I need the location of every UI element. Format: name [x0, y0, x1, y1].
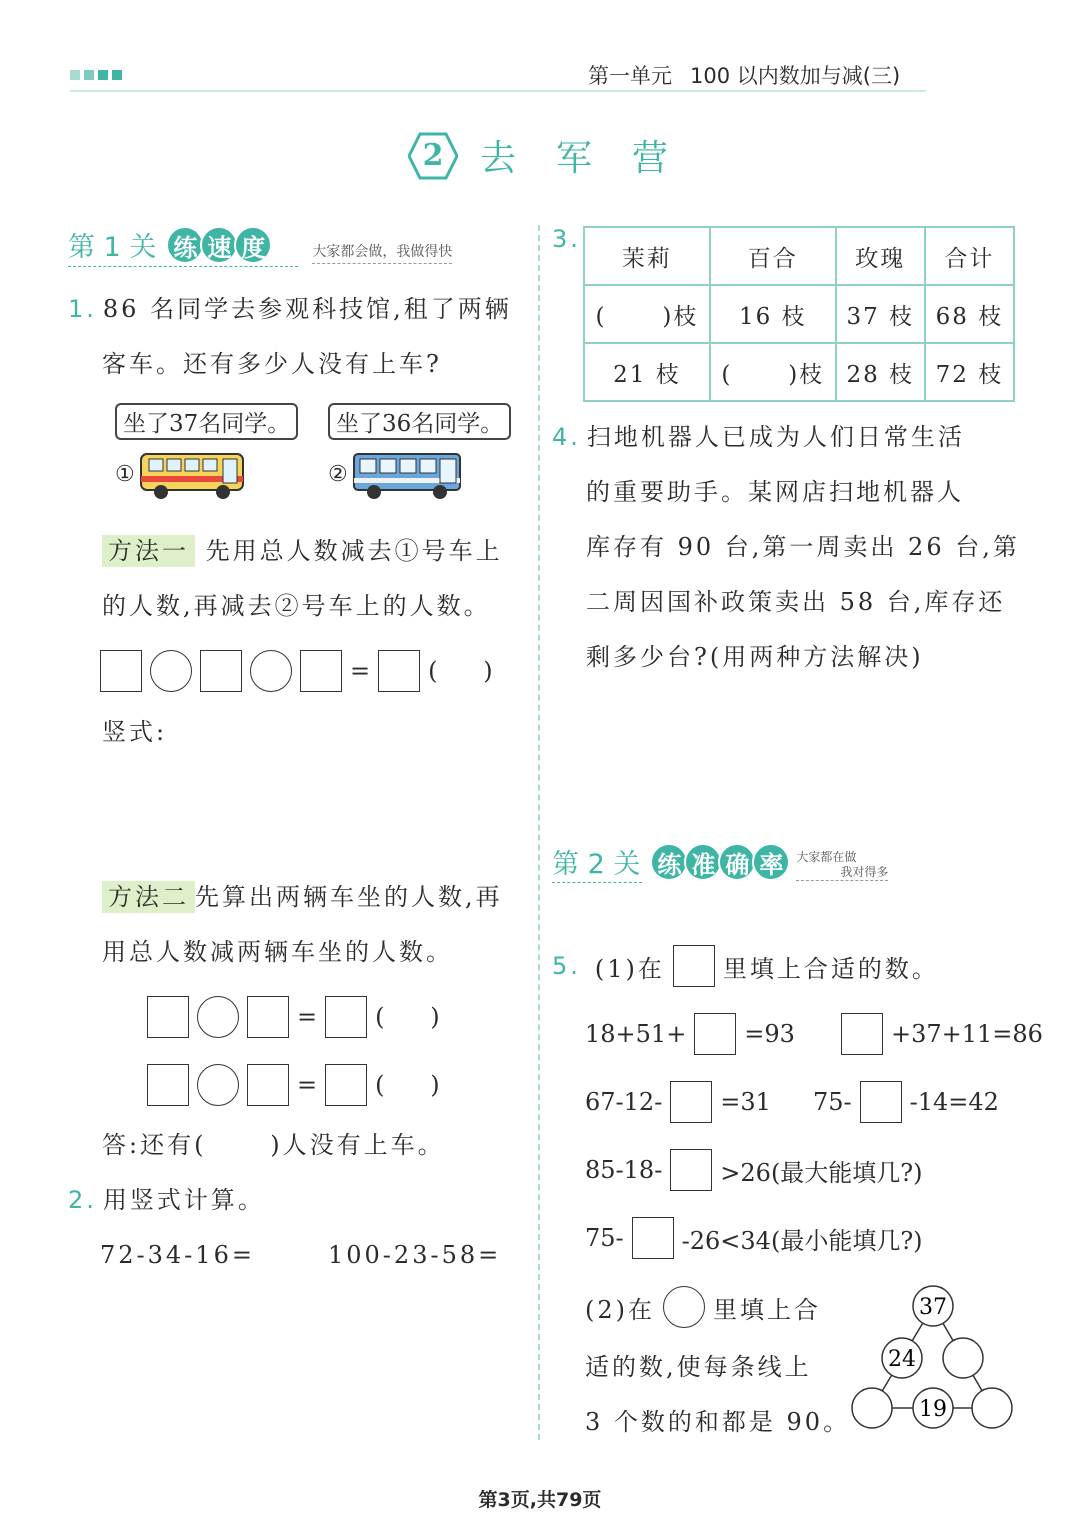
expression-part: 18+51+ — [585, 1020, 687, 1048]
method-text: 先用总人数减去①号车上 — [205, 537, 503, 565]
header-decoration — [70, 70, 122, 80]
answer-box[interactable] — [300, 650, 342, 692]
speech-bubble: 坐了36名同学。 — [328, 403, 511, 440]
table-header-cell: 合计 — [925, 227, 1014, 285]
question-text: 的重要助手。某网店扫地机器人 — [586, 478, 964, 506]
table-cell: 21 枝 — [584, 343, 710, 401]
unit-blank[interactable]: ( ) — [375, 1071, 440, 1099]
equals-sign: = — [297, 1071, 318, 1099]
level-underline — [68, 266, 298, 267]
page-footer: 第3页,共79页 — [478, 1489, 602, 1511]
bus-label: ② — [328, 461, 348, 487]
question-4 — [552, 410, 1022, 685]
header-square — [70, 70, 80, 80]
question-text: 扫地机器人已成为人们日常生活 — [586, 423, 965, 451]
lesson-title — [408, 130, 708, 181]
level-tag: 练 — [166, 226, 204, 264]
table-cell: 16 枝 — [710, 285, 836, 343]
table-header-cell: 茉莉 — [584, 227, 710, 285]
bus-label: ① — [115, 461, 135, 487]
level-tags — [650, 843, 786, 881]
answer-box[interactable] — [670, 1149, 712, 1191]
question-text: 里填上合 — [713, 1295, 821, 1324]
expression-part: =93 — [744, 1020, 795, 1048]
question-text: 86 名同学去参观科技馆,租了两辆 — [102, 295, 512, 323]
table-cell: 72 枝 — [925, 343, 1014, 401]
answer-box[interactable] — [632, 1217, 674, 1259]
bus-2 — [328, 448, 511, 500]
level-label: 第 2 关 — [552, 849, 641, 880]
method-tag: 方法二 — [102, 881, 195, 913]
triangle-value-left: 24 — [888, 1347, 916, 1372]
method-2 — [102, 870, 532, 980]
expression-part: 75- — [812, 1088, 852, 1116]
question-text: 库存有 90 台,第一周卖出 26 台,第 — [586, 533, 1020, 561]
unit-blank[interactable]: ( ) — [428, 657, 493, 685]
question-text: (1)在 — [594, 954, 665, 983]
question-text: 客车。还有多少人没有上车? — [102, 350, 442, 378]
answer-line: 答:还有( )人没有上车。 — [102, 1131, 445, 1159]
level-tag: 速 — [200, 226, 238, 264]
question-number: 5. — [552, 952, 581, 980]
answer-box[interactable] — [247, 1064, 289, 1106]
expression: 100-23-58= — [328, 1241, 502, 1269]
table-cell: 37 枝 — [836, 285, 925, 343]
topic-label: 100 以内数加与减(三) — [690, 64, 901, 88]
triangle-circle-right[interactable] — [943, 1338, 983, 1378]
table-cell: 28 枝 — [836, 343, 925, 401]
level-tag: 练 — [650, 843, 688, 881]
expression-part: +37+11=86 — [890, 1020, 1043, 1048]
part-2-intro — [585, 1286, 821, 1328]
method-text: 先算出两辆车坐的人数,再 — [195, 883, 503, 911]
table-header-row — [584, 227, 1014, 285]
answer-box[interactable] — [860, 1081, 902, 1123]
level-tags — [166, 226, 268, 264]
question-text: 适的数,使每条线上 — [585, 1353, 812, 1381]
expression-part: 67-12- — [585, 1088, 663, 1116]
method-1 — [102, 524, 532, 634]
level-motto — [796, 850, 888, 881]
question-1 — [68, 282, 530, 392]
level2-header — [552, 842, 888, 881]
table-header-cell: 玫瑰 — [836, 227, 925, 285]
equation-row — [585, 1149, 923, 1191]
question-text: 用竖式计算。 — [102, 1186, 265, 1214]
table-header-cell: 百合 — [710, 227, 836, 285]
method-tag: 方法一 — [102, 535, 195, 567]
question-text: 里填上合适的数。 — [722, 954, 939, 983]
expression-part: -14=42 — [909, 1088, 999, 1116]
level-label: 第 1 关 — [68, 232, 157, 263]
question-number: 2. — [68, 1186, 97, 1214]
question-number: 4. — [552, 423, 581, 451]
answer-box[interactable] — [694, 1013, 736, 1055]
header-square — [112, 70, 122, 80]
equals-sign: = — [297, 1003, 318, 1031]
table-cell: 68 枝 — [925, 285, 1014, 343]
answer-box[interactable] — [147, 1064, 189, 1106]
answer-box[interactable] — [378, 650, 420, 692]
level1-header — [68, 225, 452, 264]
level-tag: 确 — [718, 843, 756, 881]
question-text: 3 个数的和都是 90。 — [585, 1408, 851, 1436]
table-row — [584, 343, 1014, 401]
triangle-puzzle — [850, 1284, 1020, 1434]
equation-row — [585, 1081, 999, 1123]
expression-part: >26(最大能填几?) — [720, 1158, 923, 1187]
method-1-equation — [100, 650, 493, 692]
answer-box[interactable] — [841, 1013, 883, 1055]
question-text: 二周因国补政策卖出 58 台,库存还 — [586, 588, 1006, 616]
operator-circle[interactable] — [197, 996, 239, 1038]
motto-line: 我对得多 — [796, 865, 888, 881]
expression-part: =31 — [720, 1088, 771, 1116]
unit-label: 第一单元 — [588, 64, 672, 88]
operator-circle[interactable] — [197, 1064, 239, 1106]
method-text: 的人数,再减去②号车上的人数。 — [102, 592, 491, 620]
operator-circle[interactable] — [150, 650, 192, 692]
table-cell[interactable]: ( )枝 — [710, 343, 836, 401]
equation-row — [585, 1217, 923, 1259]
header-title — [588, 60, 918, 90]
expression-part: -26<34(最小能填几?) — [681, 1226, 923, 1255]
sample-circle — [663, 1286, 705, 1328]
level-tag: 准 — [684, 843, 722, 881]
unit-blank[interactable]: ( ) — [375, 1003, 440, 1031]
triangle-circle-bottom-right[interactable] — [972, 1388, 1012, 1428]
question-text: (2)在 — [585, 1295, 655, 1324]
bus-2-group — [328, 403, 511, 500]
header-square — [84, 70, 94, 80]
equals-sign: = — [350, 657, 371, 685]
answer-box[interactable] — [147, 996, 189, 1038]
header-square — [98, 70, 108, 80]
method-2-equation-2 — [147, 1064, 440, 1106]
header-rule — [70, 90, 926, 92]
column-divider — [538, 225, 540, 1440]
answer-box[interactable] — [325, 996, 367, 1038]
triangle-circle-bottom-left[interactable] — [852, 1388, 892, 1428]
answer-box[interactable] — [325, 1064, 367, 1106]
bus-icon — [139, 448, 247, 500]
bus-1-group — [115, 403, 298, 500]
answer-box[interactable] — [200, 650, 242, 692]
question-number: 1. — [68, 295, 97, 323]
question-3 — [552, 212, 587, 267]
answer-box[interactable] — [100, 650, 142, 692]
level-tag: 度 — [234, 226, 272, 264]
expression-part: 75- — [585, 1224, 624, 1252]
bus-1 — [115, 448, 298, 500]
question-text: 剩多少台?(用两种方法解决) — [586, 643, 924, 671]
table-row — [584, 285, 1014, 343]
level-tag: 率 — [752, 843, 790, 881]
equation-row — [585, 1013, 1043, 1055]
method-text: 用总人数减两辆车坐的人数。 — [102, 938, 453, 966]
speech-bubble: 坐了37名同学。 — [115, 403, 298, 440]
triangle-value-bottom: 19 — [919, 1397, 947, 1422]
triangle-value-top: 37 — [919, 1295, 947, 1320]
expression-part: 85-18- — [585, 1156, 663, 1184]
lesson-number-badge — [408, 131, 458, 181]
operator-circle[interactable] — [250, 650, 292, 692]
question-5-intro — [552, 945, 939, 987]
bus-icon — [352, 448, 464, 500]
flower-table — [583, 226, 1015, 402]
level-motto: 大家都会做，我做得快 — [312, 241, 452, 264]
lesson-number: 2 — [422, 138, 444, 173]
method-2-equation-1 — [147, 996, 440, 1038]
level-underline — [552, 882, 642, 883]
vertical-calc-label: 竖式: — [102, 718, 168, 746]
question-2 — [68, 1173, 265, 1228]
lesson-name: 去军营 — [480, 138, 709, 179]
expression: 72-34-16= — [100, 1241, 255, 1269]
answer-box[interactable] — [247, 996, 289, 1038]
table-cell[interactable]: ( )枝 — [584, 285, 710, 343]
answer-box[interactable] — [670, 1081, 712, 1123]
sample-box — [673, 945, 715, 987]
motto-line: 大家都在做 — [796, 850, 857, 864]
question-number: 3. — [552, 225, 581, 253]
